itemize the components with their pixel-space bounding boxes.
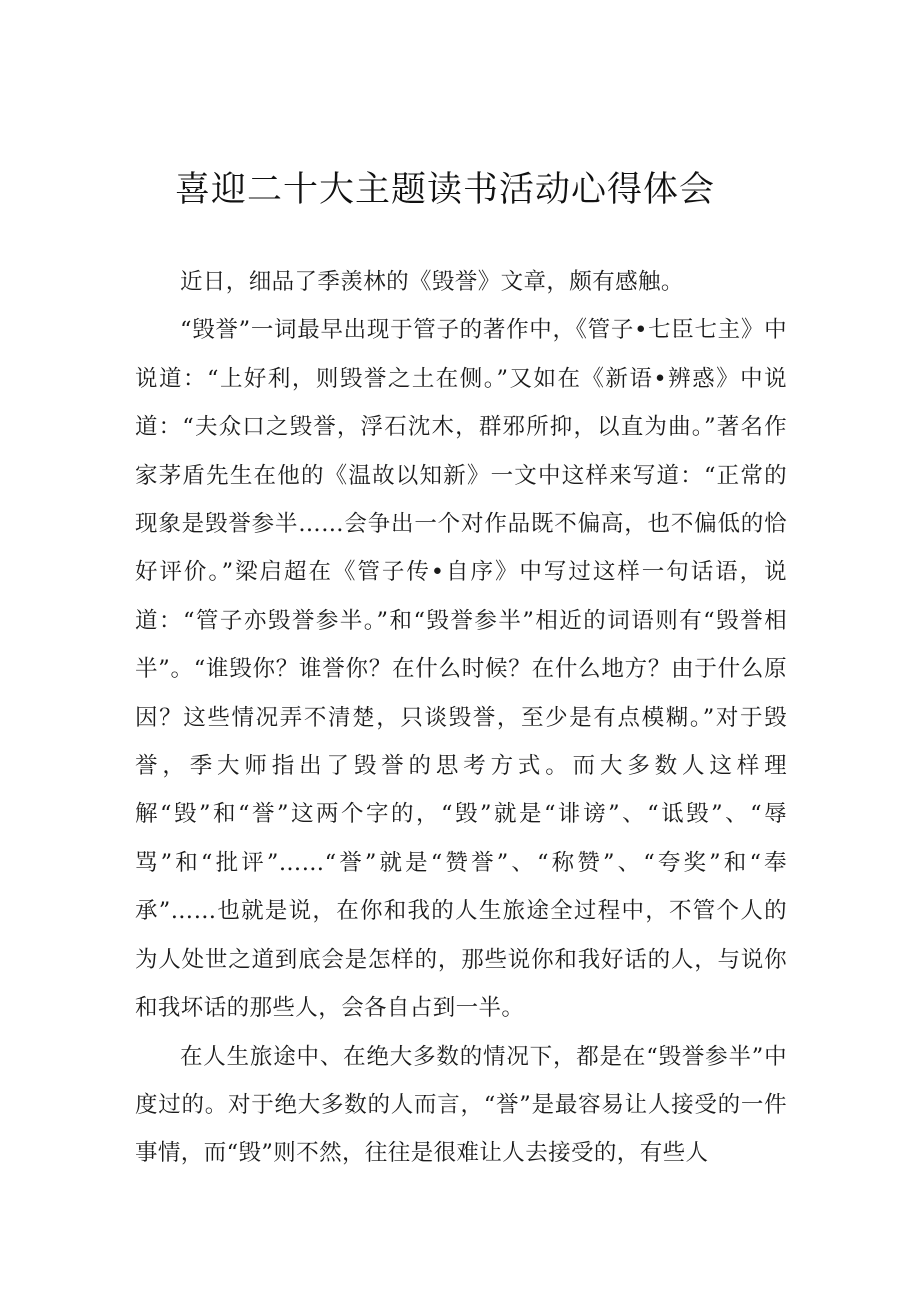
paragraph-intro: 近日，细品了季羡林的《毁誉》文章，颇有感触。 (180, 269, 684, 295)
paragraph-origin-of-huiyu: “毁誉”一词最早出现于管子的著作中，《管子•七臣七主》中说道：“上好利，则毁誉之土在侧。”又如在《新语•辨惑》中说道：“夫众口之毁誉，浮石沈木，群邪所抑，以直为曲。”著名作家茅盾先生在他的《温故以知新》一文中这样来写道：“正常的现象是毁誉参半……会争出一个对作品既不偏高，也不偏低的恰好评价。”梁启超在《管子传•自序》中写过这样一句话语，说道：“管子亦毁誉参半。”和“毁誉参半”相近的词语则有“毁誉相半”。“谁毁你？谁誉你？在什么时候？在什么地方？由于什么原因？这些情况弄不清楚，只谈毁誉，至少是有点模糊。”对于毁誉，季大师指出了毁誉的思考方式。而大多数人这样理解“毁”和“誉”这两个字的，“毁”就是“诽谤”、“诋毁”、“辱骂”和“批评”……“誉”就是“赞誉”、“称赞”、“夸奖”和“奉承”……也就是说，在你和我的人生旅途全过程中，不管个人的为人处世之道到底会是怎样的，那些说你和我好话的人，与说你和我坏话的那些人，会各自占到一半。 (135, 317, 787, 1022)
document-body (135, 258, 787, 1178)
document-title: 喜迎二十大主题读书活动心得体会 (174, 170, 715, 210)
paragraph-life-journey: 在人生旅途中、在绝大多数的情况下，都是在“毁誉参半”中度过的。对于绝大多数的人而言，“誉”是最容易让人接受的一件事情，而“毁”则不然，往往是很难让人去接受的，有些人 (135, 1043, 787, 1167)
